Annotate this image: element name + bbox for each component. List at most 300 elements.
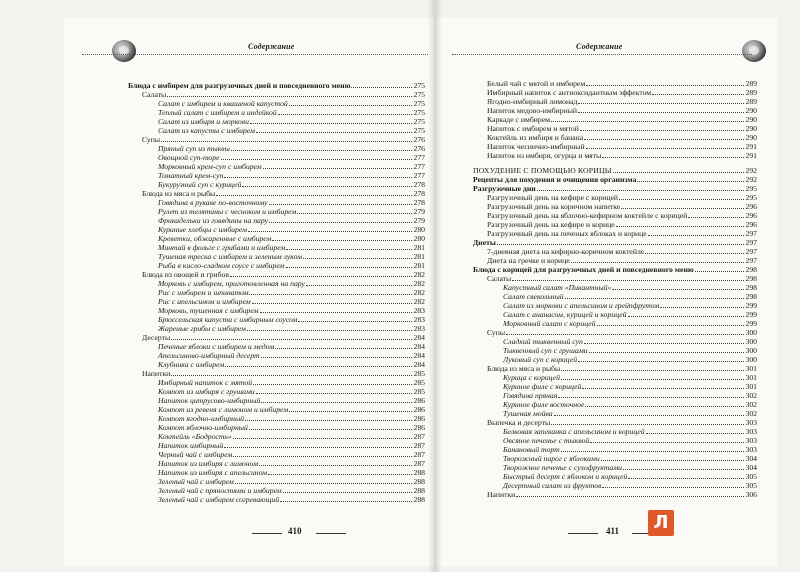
toc-leader-dots [253, 378, 412, 385]
toc-entry-title: Блюда с имбирем для разгрузочных дней и повседневного меню [128, 81, 351, 90]
toc-leader-dots [537, 184, 745, 191]
toc-entry [473, 115, 757, 124]
toc-entry [128, 135, 425, 144]
toc-entry-title: Зеленый чай с имбирем согревающий [158, 495, 280, 504]
toc-leader-dots [582, 382, 744, 389]
toc-entry [128, 144, 425, 153]
toc-entry [128, 99, 425, 108]
toc-entry [128, 153, 425, 162]
toc-entry-page: 281 [413, 252, 425, 261]
toc-leader-dots [259, 459, 412, 466]
toc-entry-title: Рыба в кисло-сладком соусе с имбирем [158, 261, 285, 270]
toc-leader-dots [247, 324, 413, 331]
toc-leader-dots [646, 427, 745, 434]
toc-entry [473, 409, 757, 418]
toc-leader-dots [613, 166, 745, 173]
toc-leader-dots [628, 310, 745, 317]
toc-entry [473, 229, 757, 238]
toc-leader-dots [221, 153, 413, 160]
toc-leader-dots [645, 247, 744, 254]
toc-leader-dots [242, 180, 412, 187]
toc-leader-dots [601, 454, 745, 461]
toc-entry-page: 299 [745, 319, 757, 328]
toc-entry-page: 286 [413, 414, 425, 423]
toc-entry [128, 117, 425, 126]
toc-leader-dots [245, 414, 412, 421]
toc-leader-dots [602, 151, 744, 158]
toc-entry [473, 292, 757, 301]
footer-swash [252, 533, 282, 534]
toc-entry-title: Овсяное печенье с тыквой [503, 436, 590, 445]
toc-leader-dots [561, 445, 745, 452]
toc-entry-title: Блюда с корицей для разгрузочных дней и повседневного меню [473, 265, 694, 274]
toc-entry [128, 459, 425, 468]
toc-leader-dots [286, 261, 413, 268]
toc-entry-page: 275 [413, 81, 425, 90]
toc-entry-title: Компот из ревеня с лимоном и имбирем [158, 405, 289, 414]
toc-entry-title: Говядина в рукаве по-восточному [158, 198, 268, 207]
toc-leader-dots [612, 283, 744, 290]
toc-entry-page: 278 [413, 198, 425, 207]
toc-entry-title: Разгрузочный день на кефире и корице [487, 220, 615, 229]
toc-entry-page: 279 [413, 207, 425, 216]
toc-entry-title: Тушеная треска с имбирем и зеленым луком [158, 252, 303, 261]
toc-entry [473, 283, 757, 292]
toc-entry-title: Креветки, обжаренные с имбирем [158, 234, 272, 243]
toc-entry-page: 290 [745, 133, 757, 142]
toc-leader-dots [585, 400, 744, 407]
header-rule [452, 54, 752, 55]
toc-entry [473, 106, 757, 115]
toc-entry-title: Напиток с имбирем и мятой [487, 124, 579, 133]
toc-entry-title: Белковая запеканка с апельсином и корицей [503, 427, 645, 436]
toc-leader-dots [578, 355, 744, 362]
toc-entry [473, 202, 757, 211]
toc-leader-dots [565, 292, 745, 299]
toc-leader-dots [554, 409, 745, 416]
toc-entry [473, 337, 757, 346]
toc-entry-title: Минтай в фольге с грибами и имбирем [158, 243, 286, 252]
toc-entry-page: 275 [413, 90, 425, 99]
toc-leader-dots [621, 202, 744, 209]
toc-entry-title: Фрикадельки из говядины на пару [158, 216, 269, 225]
toc-entry-page: 284 [413, 342, 425, 351]
toc-leader-dots [584, 133, 744, 140]
toc-leader-dots [586, 79, 744, 86]
toc-entry [473, 211, 757, 220]
toc-entry-page: 297 [745, 256, 757, 265]
toc-entry [128, 81, 425, 90]
toc-entry-page: 288 [413, 486, 425, 495]
toc-entry [128, 351, 425, 360]
toc-entry-page: 303 [745, 436, 757, 445]
toc-entry-page: 304 [745, 454, 757, 463]
toc-entry-title: Диеты [473, 238, 496, 247]
toc-entry [473, 373, 757, 382]
toc-entry-title: Разгрузочные дни [473, 184, 536, 193]
toc-entry-title: Морковный салат с корицей [503, 319, 596, 328]
toc-entry [128, 405, 425, 414]
toc-entry [128, 396, 425, 405]
toc-entry-title: Напиток из имбиря с лимоном [158, 459, 259, 468]
toc-entry [128, 261, 425, 270]
toc-entry-title: Салат с ананасом, курицей и корицей [503, 310, 627, 319]
toc-entry-title: Букурузный суп с курицей [158, 180, 242, 189]
right-running-header: Содержание [576, 42, 623, 51]
toc-entry-title: Апельсиново-имбирный десерт [158, 351, 260, 360]
toc-entry-title: Каркаде с имбирем [487, 115, 551, 124]
toc-leader-dots [580, 124, 745, 131]
toc-entry [473, 472, 757, 481]
toc-entry-page: 283 [413, 315, 425, 324]
toc-entry-page: 277 [413, 171, 425, 180]
toc-entry-title: Творожное печенье с сухофруктами [503, 463, 623, 472]
toc-entry [128, 288, 425, 297]
toc-entry-title: Томатный крем-суп [158, 171, 224, 180]
toc-entry-page: 289 [745, 88, 757, 97]
toc-leader-dots [561, 373, 745, 380]
toc-leader-dots [551, 115, 744, 122]
publisher-logo-icon: Л [648, 510, 674, 536]
toc-leader-dots [171, 369, 412, 376]
toc-entry [473, 184, 757, 193]
toc-entry [128, 495, 425, 504]
toc-leader-dots [578, 97, 744, 104]
toc-entry [128, 243, 425, 252]
toc-entry-title: Капустный салат «Пикантный» [503, 283, 612, 292]
toc-entry-title: Рис с апельсином и имбирем [158, 297, 251, 306]
toc-entry-page: 295 [745, 193, 757, 202]
toc-leader-dots [597, 319, 745, 326]
toc-entry-title: Рис с имбирем и шпинатом [158, 288, 249, 297]
toc-entry-page: 290 [745, 115, 757, 124]
toc-leader-dots [252, 297, 413, 304]
toc-entry-page: 287 [413, 450, 425, 459]
toc-entry-title: Черный чай с имбирем [158, 450, 233, 459]
toc-entry [128, 234, 425, 243]
toc-entry-title: Десерты [142, 333, 171, 342]
toc-entry [128, 297, 425, 306]
toc-leader-dots [648, 229, 745, 236]
toc-entry-title: Диета на гречке и корице [487, 256, 570, 265]
toc-entry-page: 285 [413, 378, 425, 387]
toc-entry-page: 278 [413, 180, 425, 189]
toc-entry-page: 297 [745, 247, 757, 256]
toc-entry [473, 310, 757, 319]
toc-entry-title: Рецепты для похудения и очищения организма [473, 175, 637, 184]
toc-leader-dots [256, 387, 413, 394]
toc-entry-page: 276 [413, 135, 425, 144]
toc-entry-page: 299 [745, 310, 757, 319]
toc-entry-page: 282 [413, 297, 425, 306]
toc-entry [473, 391, 757, 400]
toc-entry [128, 423, 425, 432]
toc-entry-page: 276 [413, 144, 425, 153]
toc-entry-title: Куриное филе с корицей [503, 382, 582, 391]
toc-entry-title: Салат свекольный [503, 292, 564, 301]
toc-entry-page: 278 [413, 189, 425, 198]
toc-entry [473, 427, 757, 436]
toc-entry-title: Салат с имбирем и квашеной капустой [158, 99, 288, 108]
toc-entry [473, 151, 757, 160]
footer-swash [316, 533, 346, 534]
toc-entry-title: Салат из имбиря и моркови [158, 117, 249, 126]
toc-entry [473, 238, 757, 247]
toc-leader-dots [602, 481, 744, 488]
toc-entry-title: Салаты [487, 274, 512, 283]
toc-entry-title: Компот ягодно-имбирный [158, 414, 245, 423]
toc-leader-dots [303, 252, 412, 259]
toc-leader-dots [225, 360, 412, 367]
toc-leader-dots [695, 265, 745, 272]
toc-leader-dots [586, 142, 745, 149]
toc-entry-title: Морковь, тушенная с имбирем [158, 306, 259, 315]
toc-entry [128, 225, 425, 234]
toc-entry [473, 418, 757, 427]
toc-entry [473, 88, 757, 97]
toc-leader-dots [224, 441, 412, 448]
toc-entry-title: Жареные грибы с имбирем [158, 324, 246, 333]
toc-entry-page: 277 [413, 162, 425, 171]
toc-leader-dots [248, 225, 412, 232]
toc-leader-dots [558, 391, 744, 398]
toc-entry-page: 286 [413, 423, 425, 432]
toc-entry-page: 295 [745, 184, 757, 193]
toc-entry-page: 289 [745, 79, 757, 88]
toc-entry-page: 287 [413, 459, 425, 468]
toc-entry-title: Напиток цитрусово-имбирный [158, 396, 261, 405]
toc-entry-title: Блюда из мяса и рыбы [142, 189, 216, 198]
toc-entry-page: 285 [413, 387, 425, 396]
left-page-number: 410 [288, 526, 302, 536]
toc-entry [128, 189, 425, 198]
toc-entry-title: Клубника с имбирем [158, 360, 225, 369]
toc-entry-title: Сладкий тыквенный суп [503, 337, 583, 346]
toc-entry-page: 281 [413, 243, 425, 252]
toc-leader-dots [272, 234, 412, 241]
toc-entry-title: Ягодно-имбирный лимонад [487, 97, 578, 106]
toc-leader-dots [590, 436, 744, 443]
toc-entry [128, 270, 425, 279]
toc-entry [128, 486, 425, 495]
toc-leader-dots [261, 351, 413, 358]
toc-leader-dots [497, 238, 745, 245]
toc-entry-title: Салат из моркови с апельсином и грейпфрутом [503, 301, 660, 310]
toc-entry-title: Рулет из телятины с чесноком и имбирем [158, 207, 297, 216]
toc-entry-title: Коктейль из имбиря и банана [487, 133, 584, 142]
toc-entry-title: Напиток из имбиря с апельсином [158, 468, 268, 477]
toc-entry [128, 198, 425, 207]
toc-entry-page: 301 [745, 373, 757, 382]
toc-entry [128, 315, 425, 324]
toc-leader-dots [235, 477, 413, 484]
toc-entry [473, 319, 757, 328]
toc-leader-dots [298, 315, 412, 322]
toc-entry-page: 298 [745, 274, 757, 283]
toc-entry-title: Разгрузочный день на печеных яблоках и корице [487, 229, 647, 238]
toc-entry-page: 284 [413, 360, 425, 369]
toc-entry-title: Напитки [487, 490, 516, 499]
toc-entry [473, 274, 757, 283]
toc-entry-page: 282 [413, 270, 425, 279]
toc-entry-title: Компот яблочно-имбирный [158, 423, 248, 432]
toc-entry [473, 220, 757, 229]
toc-entry [128, 207, 425, 216]
toc-entry-title: Супы [487, 328, 506, 337]
toc-entry-title: Белый чай с мятой и имбирем [487, 79, 586, 88]
toc-entry-page: 280 [413, 225, 425, 234]
toc-entry-page: 298 [745, 265, 757, 274]
toc-leader-dots [216, 189, 412, 196]
toc-entry [473, 142, 757, 151]
toc-entry-title: Луковый суп с корицей [503, 355, 578, 364]
toc-entry-title: Тыквенный суп с грушами [503, 346, 588, 355]
toc-entry-page: 300 [745, 328, 757, 337]
toc-entry-title: 7-дневная диета на кефирно-коричном коктейле [487, 247, 645, 256]
toc-entry-page: 275 [413, 126, 425, 135]
toc-entry-title: Супы [142, 135, 161, 144]
toc-leader-dots [230, 270, 412, 277]
toc-entry-page: 290 [745, 106, 757, 115]
toc-entry-title: Морковь с имбирем, приготовленная на пару [158, 279, 305, 288]
toc-entry-title: Печеные яблоки с имбирем и медом [158, 342, 275, 351]
toc-leader-dots [571, 256, 745, 263]
toc-entry-page: 275 [413, 108, 425, 117]
toc-entry-title: Пряный суп из тыквы [158, 144, 230, 153]
toc-leader-dots [306, 279, 413, 286]
toc-entry-page: 303 [745, 445, 757, 454]
toc-leader-dots [171, 333, 412, 340]
toc-entry [128, 252, 425, 261]
toc-leader-dots [278, 108, 413, 115]
toc-entry-page: 288 [413, 468, 425, 477]
toc-entry [128, 216, 425, 225]
toc-entry [473, 346, 757, 355]
toc-leader-dots [561, 364, 744, 371]
right-page-number: 411 [606, 526, 620, 536]
toc-leader-dots [260, 306, 413, 313]
toc-leader-dots [616, 220, 745, 227]
toc-entry [473, 175, 757, 184]
toc-leader-dots [512, 274, 744, 281]
toc-entry-page: 292 [745, 166, 757, 175]
toc-entry [473, 193, 757, 202]
toc-entry-page: 290 [745, 124, 757, 133]
toc-entry-title: Быстрый десерт с яблоком и корицей [503, 472, 628, 481]
toc-entry [128, 360, 425, 369]
toc-entry-title: Салат из капусты с имбирем [158, 126, 255, 135]
toc-entry-page: 286 [413, 396, 425, 405]
toc-entry-title: Блюда из мяса и рыбы [487, 364, 561, 373]
toc-entry-page: 304 [745, 463, 757, 472]
toc-entry [128, 414, 425, 423]
toc-entry-page: 283 [413, 324, 425, 333]
toc-entry [128, 324, 425, 333]
toc-entry [128, 432, 425, 441]
toc-entry-page: 281 [413, 261, 425, 270]
toc-entry [473, 382, 757, 391]
toc-entry-page: 291 [745, 142, 757, 151]
toc-entry-page: 306 [745, 490, 757, 499]
toc-entry-page: 286 [413, 405, 425, 414]
toc-entry-title: Творожный пирог с яблоками [503, 454, 600, 463]
toc-entry [473, 481, 757, 490]
ornament-emblem-icon [742, 40, 766, 62]
toc-entry-page: 291 [745, 151, 757, 160]
toc-entry-page: 303 [745, 418, 757, 427]
toc-leader-dots [233, 432, 413, 439]
toc-entry [473, 166, 757, 175]
toc-entry [473, 301, 757, 310]
toc-entry [473, 436, 757, 445]
toc-leader-dots [233, 450, 412, 457]
toc-entry-page: 280 [413, 234, 425, 243]
toc-entry [473, 490, 757, 499]
toc-leader-dots [280, 495, 412, 502]
toc-entry [128, 342, 425, 351]
toc-entry-page: 287 [413, 432, 425, 441]
toc-entry [473, 79, 757, 88]
toc-entry-title: Напитки [142, 369, 171, 378]
toc-entry-page: 301 [745, 382, 757, 391]
left-toc-list [128, 81, 425, 504]
toc-entry-page: 288 [413, 495, 425, 504]
toc-leader-dots [660, 301, 744, 308]
toc-entry-title: Напиток медово-имбирный [487, 106, 578, 115]
toc-entry [128, 468, 425, 477]
toc-leader-dots [224, 171, 412, 178]
toc-entry [473, 97, 757, 106]
toc-entry-title: Разгрузочный день на кефире с корицей [487, 193, 619, 202]
toc-entry [473, 355, 757, 364]
toc-entry [128, 387, 425, 396]
toc-leader-dots [249, 288, 412, 295]
toc-entry-page: 279 [413, 216, 425, 225]
toc-entry-title: Курица с корицей [503, 373, 560, 382]
toc-entry-title: Имбирный напиток с антиоксидантным эффектом [487, 88, 652, 97]
toc-entry-title: Разгрузочный день на коричном напитке [487, 202, 621, 211]
toc-leader-dots [551, 418, 744, 425]
toc-entry-title: Банановый торт [503, 445, 560, 454]
toc-entry-title: Морковный крем-суп с имбирем [158, 162, 262, 171]
toc-entry-page: 296 [745, 211, 757, 220]
toc-entry [128, 441, 425, 450]
left-running-header: Содержание [248, 42, 295, 51]
toc-leader-dots [351, 81, 412, 88]
toc-leader-dots [256, 126, 413, 133]
toc-leader-dots [584, 337, 745, 344]
toc-entry-page: 275 [413, 117, 425, 126]
toc-leader-dots [637, 175, 744, 182]
toc-leader-dots [269, 198, 413, 205]
toc-entry-page: 285 [413, 369, 425, 378]
toc-entry-page: 305 [745, 481, 757, 490]
toc-leader-dots [249, 423, 413, 430]
toc-entry-page: 282 [413, 279, 425, 288]
toc-entry-title: Овощной суп-пюре [158, 153, 220, 162]
toc-entry [473, 247, 757, 256]
toc-entry-page: 302 [745, 391, 757, 400]
toc-leader-dots [619, 193, 744, 200]
toc-entry-title: Напиток чеснично-имбирный [487, 142, 585, 151]
toc-entry-page: 296 [745, 202, 757, 211]
toc-entry-page: 300 [745, 346, 757, 355]
toc-entry-title: ПОХУДЕНИЕ С ПОМОЩЬЮ КОРИЦЫ [473, 166, 612, 175]
toc-entry-page: 299 [745, 301, 757, 310]
toc-leader-dots [652, 88, 744, 95]
toc-entry-title: Салаты [142, 90, 167, 99]
toc-entry [128, 306, 425, 315]
